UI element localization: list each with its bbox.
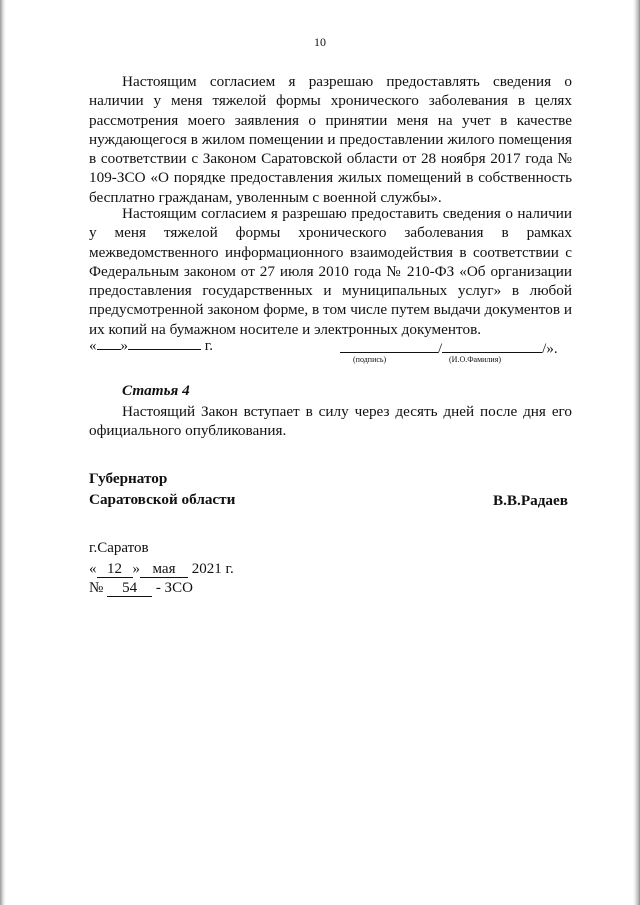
article-title: Статья 4: [122, 382, 190, 399]
signer-title-line2: Саратовской области: [89, 491, 236, 508]
fio-blank: [442, 339, 542, 353]
consent-paragraph-2: Настоящим согласием я разрешаю предоставить сведения о наличии у меня тяжелой формы хронического заболевания в рамках межведомственного информационного взаимодействия в соответствии с Федеральным законом от 27 июля 2010 года № 210-ФЗ «Об организации предоставления государственных и муниципальных услуг» в любой предусмотренной законом форме, в том числе путем выдачи документов и их копий на бумажном носителе и электронных документов.: [89, 205, 572, 338]
consent-paragraph-1: Настоящим согласием я разрешаю предоставлять сведения о наличии у меня тяжелой формы хронического заболевания в целях рассмотрения моего заявления о принятии меня на учет в качестве нуждающегося в жилом помещении и предоставлении жилого помещения в соответствии с Законом Саратовской области от 28 ноября 2017 года № 109-ЗСО «О порядке предоставления жилых помещений в собственность бесплатно гражданам, уволенным с военной службы».: [89, 73, 572, 206]
date-month-blank: [128, 337, 201, 350]
signature-end: /».: [542, 341, 558, 357]
footer-date-close: »: [132, 561, 140, 577]
footer-number-suffix: - ЗСО: [155, 580, 193, 596]
date-day-blank: [97, 337, 121, 350]
signer-title-line1: Губернатор: [89, 470, 168, 487]
footer-date-day: 12: [97, 562, 133, 578]
date-open-quote: «: [89, 338, 97, 354]
footer-date: [89, 561, 234, 578]
signature-slash: /: [438, 341, 443, 357]
footer-number: [89, 580, 193, 597]
scan-edge-left: [0, 0, 6, 905]
date-year-suffix: г.: [204, 338, 213, 354]
footer-number-value: 54: [107, 581, 152, 597]
consent-date-line: [89, 337, 213, 355]
signature-blank: [340, 339, 438, 353]
page-number: 10: [314, 35, 326, 49]
scan-edge-right: [633, 0, 640, 905]
footer-date-open: «: [89, 561, 97, 577]
footer-date-month: мая: [140, 562, 188, 578]
footer-number-prefix: №: [89, 580, 104, 596]
signer-name: В.В.Радаев: [493, 492, 568, 509]
fio-caption: (И.О.Фамилия): [449, 355, 502, 364]
signature-caption: (подпись): [353, 355, 387, 364]
footer-city: г.Саратов: [89, 540, 149, 556]
article-text: Настоящий Закон вступает в силу через десять дней после дня его официального опубликования.: [89, 403, 572, 440]
date-close-quote: »: [120, 338, 128, 354]
footer-date-year: 2021 г.: [191, 561, 234, 577]
